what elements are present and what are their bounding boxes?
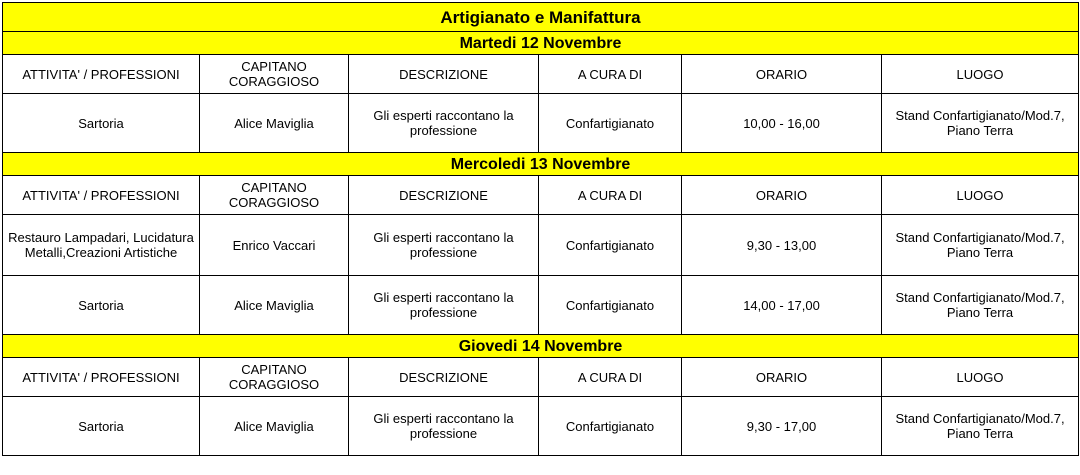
page-title: Artigianato e Manifattura (3, 3, 1079, 32)
cell-luogo: Stand Confartigianato/Mod.7, Piano Terra (882, 397, 1079, 456)
col-header-orario: ORARIO (682, 358, 882, 397)
cell-capitano: Alice Maviglia (200, 397, 349, 456)
cell-capitano: Alice Maviglia (200, 94, 349, 153)
table-row (3, 94, 1079, 153)
cell-a-cura-di: Confartigianato (539, 276, 682, 335)
cell-capitano: Alice Maviglia (200, 276, 349, 335)
col-header-descrizione: DESCRIZIONE (349, 176, 539, 215)
col-header-attivita: ATTIVITA' / PROFESSIONI (3, 176, 200, 215)
table-row (3, 215, 1079, 276)
cell-attivita: Sartoria (3, 276, 200, 335)
day-label: Martedi 12 Novembre (3, 32, 1079, 55)
cell-a-cura-di: Confartigianato (539, 215, 682, 276)
cell-attivita: Sartoria (3, 94, 200, 153)
cell-a-cura-di: Confartigianato (539, 397, 682, 456)
col-header-descrizione: DESCRIZIONE (349, 55, 539, 94)
col-header-capitano (200, 358, 349, 397)
cell-luogo: Stand Confartigianato/Mod.7, Piano Terra (882, 215, 1079, 276)
cell-descrizione: Gli esperti raccontano la professione (349, 94, 539, 153)
col-header-luogo: LUOGO (882, 176, 1079, 215)
title-row (3, 3, 1079, 32)
cell-descrizione: Gli esperti raccontano la professione (349, 397, 539, 456)
cell-capitano: Enrico Vaccari (200, 215, 349, 276)
cell-attivita: Restauro Lampadari, Lucidatura Metalli,Creazioni Artistiche (3, 215, 200, 276)
cell-attivita: Sartoria (3, 397, 200, 456)
col-header-orario: ORARIO (682, 176, 882, 215)
cell-orario: 14,00 - 17,00 (682, 276, 882, 335)
column-header-row (3, 55, 1079, 94)
cell-orario: 10,00 - 16,00 (682, 94, 882, 153)
cell-descrizione: Gli esperti raccontano la professione (349, 215, 539, 276)
col-header-orario: ORARIO (682, 55, 882, 94)
col-header-luogo: LUOGO (882, 358, 1079, 397)
day-label: Giovedi 14 Novembre (3, 335, 1079, 358)
schedule-table (2, 2, 1079, 456)
day-header-row (3, 153, 1079, 176)
col-header-luogo: LUOGO (882, 55, 1079, 94)
col-header-attivita: ATTIVITA' / PROFESSIONI (3, 358, 200, 397)
col-header-capitano (200, 176, 349, 215)
col-header-capitano (200, 55, 349, 94)
col-header-capitano-text: CAPITANO CORAGGIOSO (228, 180, 320, 210)
table-row (3, 276, 1079, 335)
day-header-row (3, 335, 1079, 358)
col-header-a-cura-di: A CURA DI (539, 55, 682, 94)
table-row (3, 397, 1079, 456)
cell-luogo: Stand Confartigianato/Mod.7, Piano Terra (882, 276, 1079, 335)
day-header-row (3, 32, 1079, 55)
cell-a-cura-di: Confartigianato (539, 94, 682, 153)
col-header-descrizione: DESCRIZIONE (349, 358, 539, 397)
col-header-attivita: ATTIVITA' / PROFESSIONI (3, 55, 200, 94)
cell-orario: 9,30 - 17,00 (682, 397, 882, 456)
cell-descrizione: Gli esperti raccontano la professione (349, 276, 539, 335)
day-label: Mercoledi 13 Novembre (3, 153, 1079, 176)
column-header-row (3, 176, 1079, 215)
col-header-capitano-text: CAPITANO CORAGGIOSO (228, 59, 320, 89)
col-header-a-cura-di: A CURA DI (539, 176, 682, 215)
column-header-row (3, 358, 1079, 397)
cell-orario: 9,30 - 13,00 (682, 215, 882, 276)
cell-luogo: Stand Confartigianato/Mod.7, Piano Terra (882, 94, 1079, 153)
col-header-a-cura-di: A CURA DI (539, 358, 682, 397)
col-header-capitano-text: CAPITANO CORAGGIOSO (228, 362, 320, 392)
